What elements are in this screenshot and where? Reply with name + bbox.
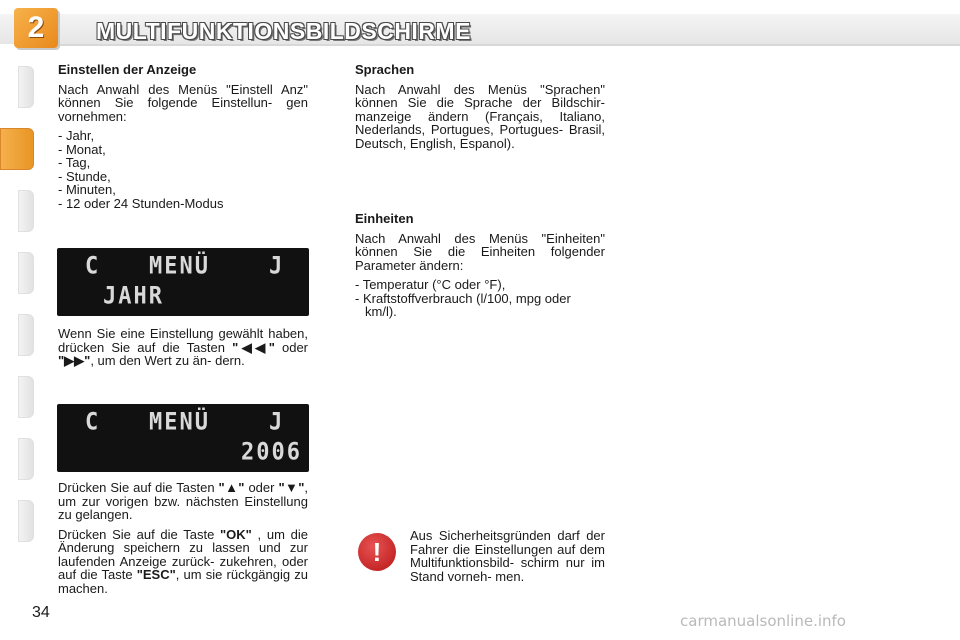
lcd-menu-label: MENÜ: [149, 408, 210, 437]
list-item: - Kraftstoffverbrauch (l/100, mpg oder km/l).: [355, 290, 571, 319]
warning-text: Aus Sicherheitsgründen darf der Fahrer die Einstellungen auf dem Multifunktionsbild- schirm nur im Stand vorneh- men.: [410, 528, 605, 584]
lcd-left-mark: C: [85, 252, 101, 281]
display-settings-section: [58, 63, 308, 210]
text-run: Drücken Sie auf die Taste: [58, 526, 221, 542]
chapter-badge: 2: [14, 8, 58, 48]
chapter-tab-active: [0, 128, 34, 170]
section-heading: Einheiten: [355, 211, 414, 226]
list-item: - 12 oder 24 Stunden-Modus: [58, 195, 224, 211]
text-run: oder: [274, 339, 308, 355]
rewind-key-label: "◀◀": [232, 339, 275, 355]
section-text: Nach Anwahl des Menüs "Sprachen" können Sie die Sprache der Bildschir- manzeige ändern (Français, Italiano, Nederlands, Portugues, Portugues- Brasil, Deutsch, English, Espanol).: [355, 81, 605, 151]
lcd-display-value: [57, 404, 309, 472]
list-item: - Jahr,: [58, 128, 95, 143]
lcd-value: JAHR: [103, 282, 164, 311]
up-key-label: "▲": [218, 480, 245, 495]
paragraph: [58, 481, 308, 522]
ok-key-label: "OK": [220, 526, 252, 542]
text-run: , um sie rückgängig zu machen.: [58, 567, 308, 596]
chapter-tab: [18, 438, 34, 480]
lcd-value: 2006: [241, 438, 302, 467]
list-item: - Tag,: [58, 155, 91, 170]
navigation-instructions: [58, 481, 308, 601]
chapter-tab: [18, 66, 34, 108]
list-item: - Minuten,: [58, 182, 116, 197]
text-run: , um zur vorigen bzw. nächsten Einstellung zu gelangen.: [58, 480, 308, 522]
lcd-right-mark: J: [269, 252, 285, 281]
esc-key-label: "ESC": [136, 567, 176, 582]
forward-key-label: "▶▶": [58, 353, 91, 368]
text-run: , um den Wert zu än- dern.: [90, 353, 245, 368]
paragraph: [58, 327, 308, 368]
exclamation-icon: !: [358, 533, 396, 571]
section-heading: Einstellen der Anzeige: [58, 62, 197, 77]
arrows-instruction: [58, 327, 308, 374]
lcd-menu-label: MENÜ: [149, 252, 210, 281]
section-text: Nach Anwahl des Menüs "Einheiten" können Sie die Einheiten folgender Parameter ändern:: [355, 230, 605, 273]
lcd-display-year: [57, 248, 309, 316]
paragraph: [58, 528, 308, 596]
units-list: [355, 278, 605, 319]
page-title: MULTIFUNKTIONSBILDSCHIRME: [96, 18, 471, 44]
chapter-tab: [18, 376, 34, 418]
chapter-tab: [18, 500, 34, 542]
text-run: Wenn Sie eine Einstellung gewählt haben, drücken Sie auf die Tasten: [58, 326, 308, 355]
languages-section: [355, 63, 605, 156]
text-run: oder: [244, 480, 279, 495]
settings-list: [58, 129, 308, 210]
list-item: - Temperatur (°C oder °F),: [355, 277, 506, 292]
units-section: [355, 212, 605, 319]
watermark: carmanualsonline.info: [680, 612, 846, 630]
down-key-label: "▼": [278, 480, 305, 495]
text-run: , um die Änderung speichern zu lassen und zur laufenden Anzeige zurück- zukehren, oder auf die Taste: [58, 526, 308, 582]
text-run: Drücken Sie auf die Tasten: [58, 480, 219, 495]
page-header: [0, 0, 960, 52]
safety-warning: [410, 529, 605, 589]
chapter-tab: [18, 190, 34, 232]
section-intro: Nach Anwahl des Menüs "Einstell Anz" können Sie folgende Einstellun- gen vornehmen:: [58, 81, 308, 124]
list-item: - Stunde,: [58, 168, 111, 184]
lcd-right-mark: J: [269, 408, 285, 437]
chapter-tab: [18, 252, 34, 294]
section-heading: Sprachen: [355, 62, 415, 77]
chapter-tab: [18, 314, 34, 356]
list-item: - Monat,: [58, 141, 106, 157]
lcd-left-mark: C: [85, 408, 101, 437]
page-number: 34: [32, 604, 50, 621]
